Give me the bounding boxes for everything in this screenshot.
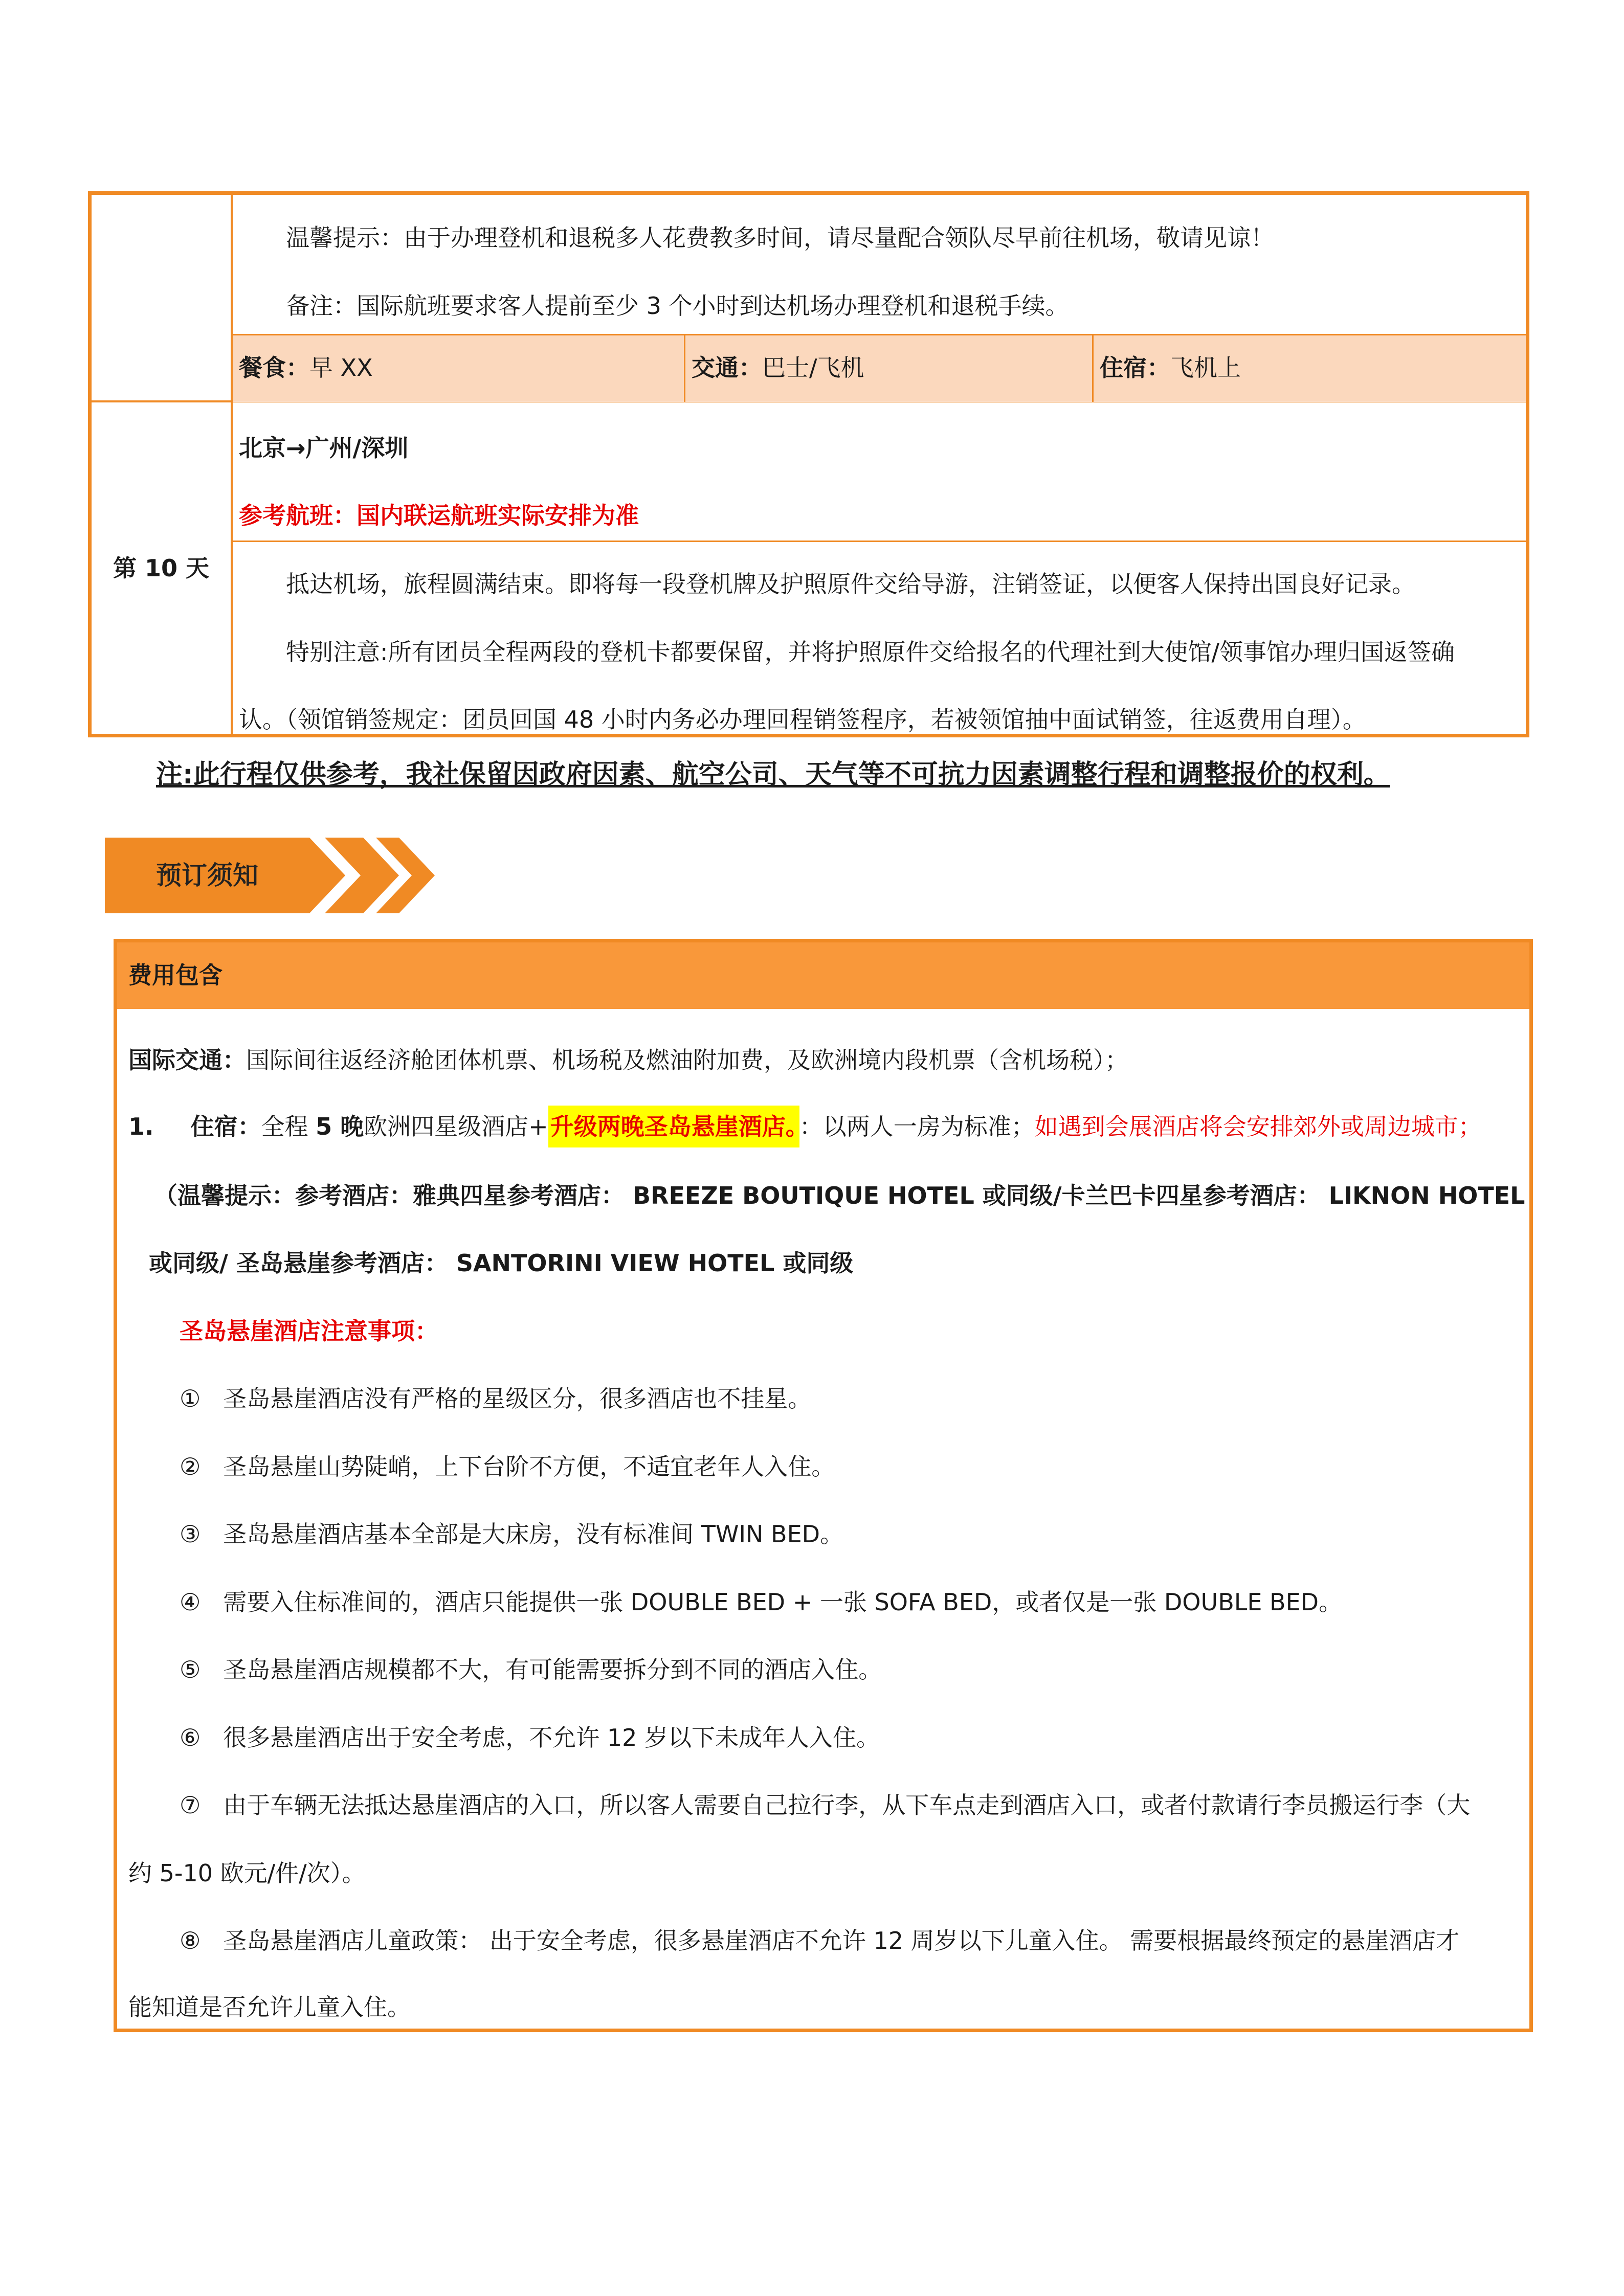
list-item: ③ 圣岛悬崖酒店基本全部是大床房，没有标准间 TWIN BED。 <box>180 1520 844 1548</box>
transport-cell <box>684 335 864 402</box>
list-item: ⑦ 由于车辆无法抵达悬崖酒店的入口，所以客人需要自己拉行李，从下车点走到酒店入口，或者付款请行李员搬运行李（大 <box>180 1791 1471 1819</box>
section-header-label: 预订须知 <box>156 861 258 890</box>
list-item: ② 圣岛悬崖山势陡峭，上下台阶不方便，不适宜老年人入住。 <box>180 1453 835 1480</box>
disclaimer: 注:此行程仅供参考，我社保留因政府因素、航空公司、天气等不可抗力因素调整行程和调整报价的权利。 <box>156 759 1390 790</box>
list-item: ④ 需要入住标准间的，酒店只能提供一张 DOUBLE BED + 一张 SOFA BED，或者仅是一张 DOUBLE BED。 <box>180 1588 1343 1616</box>
row-divider-thin <box>233 541 1526 542</box>
section-header <box>105 838 437 913</box>
meal-transport-stay-bar <box>233 334 1526 402</box>
hotel-tip-1: （温馨提示：参考酒店：雅典四星参考酒店： BREEZE BOUTIQUE HOTEL 或同级/卡兰巴卡四星参考酒店： LIKNON HOTEL <box>154 1182 1525 1209</box>
prev-day-tip: 温馨提示：由于办理登机和退税多人花费教多时间，请尽量配合领队尽早前往机场，敬请见谅！ <box>286 224 1274 252</box>
meal-info: 餐食：早 XX <box>239 354 373 381</box>
stay-upgrade-highlight: 升级两晚圣岛悬崖酒店。 <box>548 1106 799 1147</box>
hotel-tip-2: 或同级/ 圣岛悬崖参考酒店： SANTORINI VIEW HOTEL 或同级 <box>149 1249 854 1277</box>
day-desc-2: 特别注意:所有团员全程两段的登机卡都要保留，并将护照原件交给报名的代理社到大使馆/领事馆办理归国返签确 <box>286 638 1455 666</box>
stay-info: 住宿：飞机上 <box>1100 354 1241 381</box>
stay-line: 1. 住宿：全程 5 晚欧洲四星级酒店+升级两晚圣岛悬崖酒店。：以两人一房为标准；如遇到会展酒店将会安排郊外或周边城市； <box>128 1111 1482 1142</box>
list-item: ⑤ 圣岛悬崖酒店规模都不大，有可能需要拆分到不同的酒店入住。 <box>180 1656 882 1683</box>
intl-transport: 国际交通：国际间往返经济舱团体机票、机场税及燃油附加费，及欧洲境内段机票（含机场税）； <box>128 1046 1128 1074</box>
prev-day-note: 备注：国际航班要求客人提前至少 3 个小时到达机场办理登机和退税手续。 <box>286 292 1069 320</box>
fee-box <box>114 939 1533 2032</box>
day-flight: 参考航班：国内联运航班实际安排为准 <box>239 502 639 529</box>
stay-cell <box>1092 335 1241 402</box>
fee-box-header <box>117 942 1529 1009</box>
list-item: ① 圣岛悬崖酒店没有严格的星级区分，很多酒店也不挂星。 <box>180 1385 812 1412</box>
day-desc-1: 抵达机场，旅程圆满结束。即将每一段登机牌及护照原件交给导游，注销签证，以便客人保持出国良好记录。 <box>286 570 1415 598</box>
list-item-cont: 能知道是否允许儿童入住。 <box>128 1993 411 2021</box>
list-item-cont: 约 5-10 欧元/件/次）。 <box>128 1859 366 1887</box>
list-item: ⑧ 圣岛悬崖酒店儿童政策： 出于安全考虑，很多悬崖酒店不允许 12 周岁以下儿童入住。 需要根据最终预定的悬崖酒店才 <box>180 1927 1460 1954</box>
transport-info: 交通：巴士/飞机 <box>692 354 864 381</box>
fee-title: 费用包含 <box>128 961 223 989</box>
cliff-hotel-title: 圣岛悬崖酒店注意事项： <box>180 1317 438 1345</box>
itinerary-table <box>88 191 1529 737</box>
list-item: ⑥ 很多悬崖酒店出于安全考虑，不允许 12 岁以下未成年人入住。 <box>180 1724 880 1751</box>
day-label: 第 10 天 <box>113 554 210 582</box>
day-desc-2-cont: 认。（领馆销签规定：团员回国 48 小时内务必办理回程销签程序，若被领馆抽中面试销签，往返费用自理）。 <box>239 706 1366 733</box>
day-route: 北京→广州/深圳 <box>239 434 409 462</box>
column-divider <box>231 195 233 734</box>
